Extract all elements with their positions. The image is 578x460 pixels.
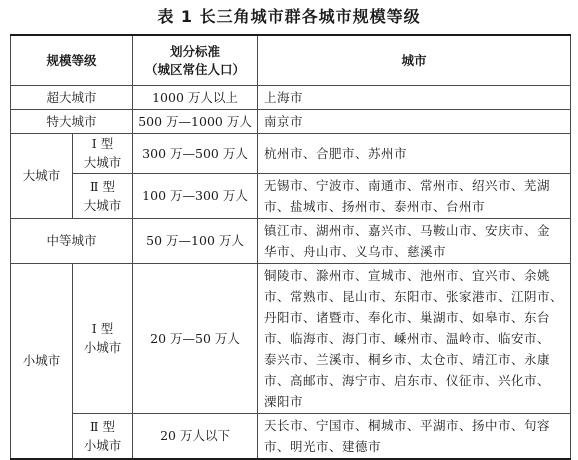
table-row: [11, 413, 571, 459]
header-standard-line2: （城区常住人口）: [145, 62, 246, 78]
level-small: 小城市: [11, 263, 73, 459]
table-row: [11, 173, 571, 218]
sublevel-large-1: [73, 133, 133, 173]
cities-large-2: [258, 173, 571, 218]
cities-small-1-line: 市、高邮市、海宁市、启东市、仪征市、兴化市、: [264, 372, 551, 388]
header-level: 规模等级: [11, 35, 133, 85]
level-medium: 中等城市: [11, 218, 133, 263]
sublevel-small-2-name: 小城市: [83, 437, 122, 453]
sublevel-small-2-type: Ⅱ 型: [90, 418, 115, 434]
sublevel-small-1-type: Ⅰ 型: [91, 321, 114, 336]
table-row: [11, 133, 571, 173]
sublevel-small-1: [73, 263, 133, 413]
cities-small-1-line: 泰兴市、兰溪市、桐乡市、太仓市、靖江市、永康: [264, 351, 551, 367]
level-super: 超大城市: [11, 85, 133, 109]
standard-medium: 50 万—100 万人: [133, 218, 258, 263]
table-caption: 表 1 长三角城市群各城市规模等级: [157, 7, 421, 26]
cities-medium-line: 华市、舟山市、义乌市、慈溪市: [264, 243, 447, 259]
standard-small-2: 20 万人以下: [133, 413, 258, 459]
standard-mega: 500 万—1000 万人: [133, 109, 258, 133]
standard-large-2: 100 万—300 万人: [133, 173, 258, 218]
cities-small-1-line: 溧阳市: [264, 393, 304, 409]
header-standard-line1: 划分标准: [170, 44, 221, 60]
sublevel-large-2: [73, 173, 133, 218]
table-row: [11, 109, 571, 133]
sublevel-small-2: [73, 413, 133, 459]
cities-large-1: 杭州市、合肥市、苏州市: [258, 133, 571, 173]
standard-super: 1000 万人以上: [133, 85, 258, 109]
table-row: [11, 85, 571, 109]
cities-super: 上海市: [258, 85, 571, 109]
sublevel-large-1-type: Ⅰ 型: [91, 136, 114, 151]
table-row: [11, 218, 571, 263]
cities-small-2-line: 市、明光市、建德市: [264, 438, 382, 454]
cities-small-2-line: 天长市、宁国市、桐城市、平湖市、扬中市、句容: [264, 417, 551, 433]
standard-small-1: 20 万—50 万人: [133, 263, 258, 413]
sublevel-large-1-name: 大城市: [83, 155, 122, 170]
cities-medium: [258, 218, 571, 263]
header-row: [11, 35, 571, 85]
cities-small-1-line: 市、常熟市、昆山市、东阳市、张家港市、江阴市、: [264, 288, 564, 304]
header-standard: [133, 35, 258, 85]
cities-small-1-line: 铜陵市、滁州市、宣城市、池州市、宜兴市、余姚: [264, 267, 551, 283]
cities-large-2-line: 市、盐城市、扬州市、泰州市、台州市: [264, 198, 486, 214]
header-cities: 城市: [258, 35, 571, 85]
cities-large-2-line: 无锡市、宁波市、南通市、常州市、绍兴市、芜湖: [264, 177, 551, 193]
city-scale-table: [10, 34, 571, 460]
standard-large-1: 300 万—500 万人: [133, 133, 258, 173]
cities-small-2: [258, 413, 571, 459]
sublevel-large-2-name: 大城市: [83, 197, 122, 213]
level-mega: 特大城市: [11, 109, 133, 133]
level-large: 大城市: [11, 133, 73, 218]
cities-small-1-line: 市、临海市、海门市、嵊州市、温岭市、临安市、: [264, 330, 551, 346]
cities-small-1-line: 丹阳市、诸暨市、奉化市、巢湖市、如皋市、东台: [264, 309, 551, 325]
sublevel-large-2-type: Ⅱ 型: [90, 178, 115, 194]
cities-mega: 南京市: [258, 109, 571, 133]
cities-small-1: [258, 263, 571, 413]
sublevel-small-1-name: 小城市: [83, 340, 122, 355]
cities-medium-line: 镇江市、湖州市、嘉兴市、马鞍山市、安庆市、金: [264, 222, 551, 238]
table-row: [11, 263, 571, 413]
